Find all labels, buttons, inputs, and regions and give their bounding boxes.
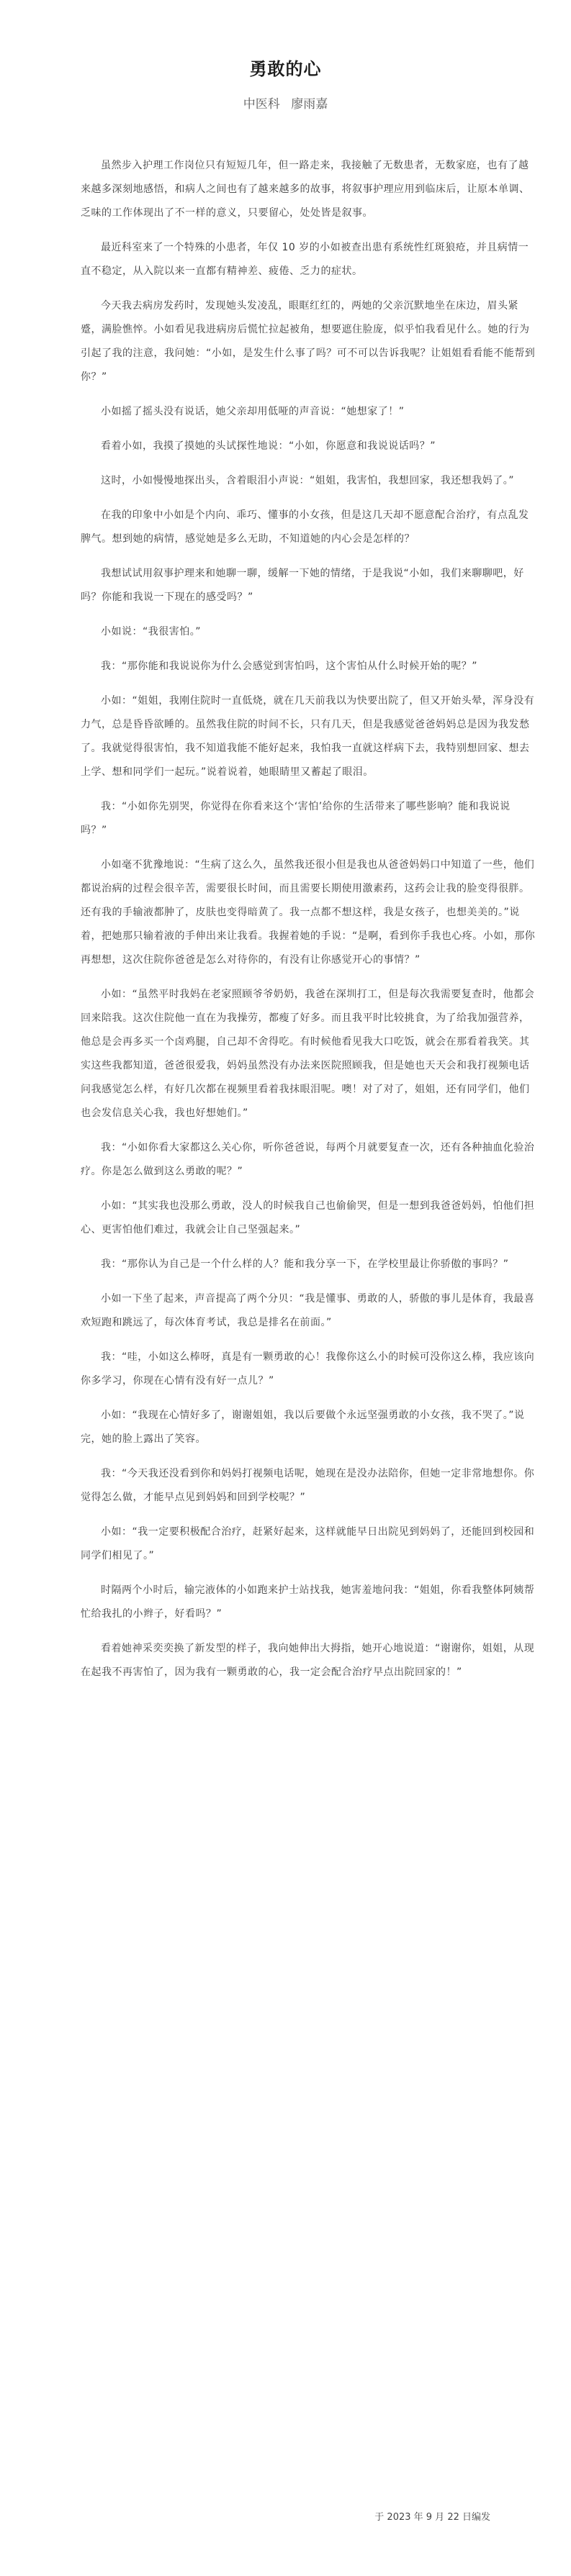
paragraph: 小如：“其实我也没那么勇敢，没人的时候我自己也偷偷哭，但是一想到我爸爸妈妈，怕他们担心、更害怕他们难过，我就会让自己坚强起来。” bbox=[81, 1200, 535, 1235]
paragraph: 小如：“我现在心情好多了，谢谢姐姐，我以后要做个永远坚强勇敢的小女孩，我不哭了。”说完，她的脸上露出了笑容。 bbox=[81, 1410, 525, 1445]
paragraph: 小如说：“我很害怕。” bbox=[101, 626, 202, 638]
paragraph: 时隔两个小时后，输完液体的小如跑来护士站找我，她害羞地问我：“姐姐，你看我整体阿姨帮忙给我扎的小辫子，好看吗？” bbox=[81, 1584, 535, 1620]
paragraph: 小如摇了摇头没有说话，她父亲却用低哑的声音说：“她想家了！” bbox=[101, 406, 405, 417]
paragraph: 我：“今天我还没看到你和妈妈打视频电话呢，她现在是没办法陪你，但她一定非常地想你。你觉得怎么做，才能早点见到妈妈和回到学校呢？” bbox=[81, 1468, 535, 1503]
paragraph: 今天我去病房发药时，发现她头发凌乱，眼眶红红的，两她的父亲沉默地坐在床边，眉头紧蹙，满脸憔悴。小如看见我进病房后慌忙拉起被角，想要遮住脸庞，似乎怕我看见什么。她的行为引起了我的注意，我问她：“小如，是发生什么事了吗？可不可以告诉我呢？让姐姐看看能不能帮到你？” bbox=[81, 300, 536, 383]
paragraph: 虽然步入护理工作岗位只有短短几年，但一路走来，我接触了无数患者，无数家庭，也有了越来越多深刻地感悟，和病人之间也有了越来越多的故事，将叙事护理应用到临床后，让原本单调、乏味的工作体现出了不一样的意义，只要留心，处处皆是叙事。 bbox=[81, 160, 530, 219]
article-body bbox=[81, 154, 536, 1695]
paragraph: 这时，小如慢慢地探出头，含着眼泪小声说：“姐姐，我害怕，我想回家，我还想我妈了。” bbox=[101, 475, 515, 486]
publish-date: 于 2023 年 9 月 22 日编发 bbox=[374, 2512, 490, 2523]
paragraph: 我：“小如你看大家都这么关心你，听你爸爸说，每两个月就要复查一次，还有各种抽血化验治疗。你是怎么做到这么勇敢的呢？” bbox=[81, 1142, 535, 1177]
paragraph: 在我的印象中小如是个内向、乖巧、懂事的小女孩，但是这几天却不愿意配合治疗，有点乱发脾气。想到她的病情，感觉她是多么无助，不知道她的内心会是怎样的？ bbox=[81, 509, 529, 545]
paragraph: 小如一下坐了起来，声音提高了两个分贝：“我是懂事、勇敢的人，骄傲的事儿是体育，我最喜欢短跑和跳远了，每次体育考试，我总是排名在前面。” bbox=[81, 1293, 535, 1328]
paragraph: 我：“哇，小如这么棒呀，真是有一颗勇敢的心！我像你这么小的时候可没你这么棒，我应该向你多学习，你现在心情有没有好一点儿？” bbox=[81, 1351, 535, 1387]
paragraph: 我：“那你认为自己是一个什么样的人？能和我分享一下，在学校里最让你骄傲的事吗？” bbox=[101, 1258, 509, 1270]
paragraph: 小如：“姐姐，我刚住院时一直低烧，就在几天前我以为快要出院了，但又开始头晕，浑身没有力气，总是昏昏欲睡的。虽然我住院的时间不长，只有几天，但是我感觉爸爸妈妈总是因为我发愁了。我就觉得很害怕，我不知道我能不能好起来，我怕我一直就这样病下去，我特别想回家、想去上学、想和同学们一起玩。”说着说着，她眼睛里又蓄起了眼泪。 bbox=[81, 695, 535, 778]
paragraph: 最近科室来了一个特殊的小患者，年仅 10 岁的小如被查出患有系统性红斑狼疮，并且病情一直不稳定，从入院以来一直都有精神差、疲倦、乏力的症状。 bbox=[81, 242, 529, 277]
paragraph: 我想试试用叙事护理来和她聊一聊，缓解一下她的情绪，于是我说“小如，我们来聊聊吧，好吗？你能和我说一下现在的感受吗？” bbox=[81, 568, 524, 603]
paragraph: 小如：“我一定要积极配合治疗，赶紧好起来，这样就能早日出院见到妈妈了，还能回到校园和同学们相见了。” bbox=[81, 1526, 535, 1561]
paragraph: 我：“那你能和我说说你为什么会感觉到害怕吗，这个害怕从什么时候开始的呢？” bbox=[101, 661, 478, 672]
paragraph: 看着小如，我摸了摸她的头试探性地说：“小如，你愿意和我说说话吗？” bbox=[101, 440, 436, 452]
article-author: 中医科 廖雨嘉 bbox=[243, 97, 328, 112]
paragraph: 看着她神采奕奕换了新发型的样子，我向她伸出大拇指，她开心地说道：“谢谢你，姐姐，从现在起我不再害怕了，因为我有一颗勇敢的心，我一定会配合治疗早点出院回家的！” bbox=[81, 1643, 535, 1678]
paragraph: 小如：“虽然平时我妈在老家照顾爷爷奶奶，我爸在深圳打工，但是每次我需要复查时，他都会回来陪我。这次住院他一直在为我操劳，都瘦了好多。而且我平时比较挑食，为了给我加强营养，他总是会再多买一个卤鸡腿，自己却不舍得吃。有时候他看见我大口吃饭，就会在那看着我笑。其实这些我都知道，爸爸很爱我，妈妈虽然没有办法来医院照顾我，但是她也天天会和我打视频电话问我感觉怎么样，有好几次都在视频里看着我抹眼泪呢。噢！对了对了，姐姐，还有同学们，他们也会发信息关心我，我也好想她们。” bbox=[81, 989, 535, 1119]
article-title: 勇敢的心 bbox=[249, 59, 322, 79]
paragraph: 小如毫不犹豫地说：“生病了这么久，虽然我还很小但是我也从爸爸妈妈口中知道了一些，他们都说治病的过程会很辛苦，需要很长时间，而且需要长期使用激素药，这药会让我的脸变得很胖。还有我的手输液都肿了，皮肤也变得暗黄了。我一点都不想这样，我是女孩子，也想美美的。”说着，把她那只输着液的手伸出来让我看。我握着她的手说：“是啊，看到你手我也心疼。小如，那你再想想，这次住院你爸爸是怎么对待你的，有没有让你感觉开心的事情？” bbox=[81, 859, 536, 966]
paragraph: 我：“小如你先别哭，你觉得在你看来这个‘害怕’给你的生活带来了哪些影响？能和我说说吗？” bbox=[81, 801, 511, 836]
